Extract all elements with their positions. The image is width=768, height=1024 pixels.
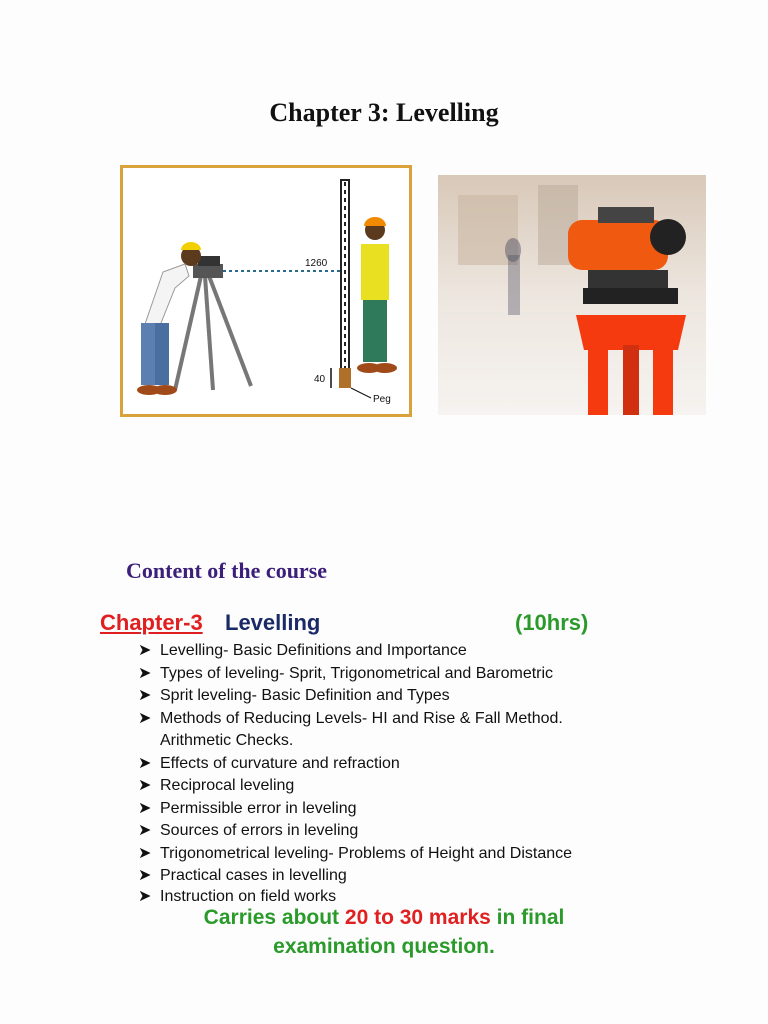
marks-line-1: Carries about 20 to 30 marks in final: [203, 906, 565, 929]
chapter-code: Chapter-3: [100, 610, 203, 635]
arrow-bullet-icon: ➤: [138, 867, 152, 884]
list-item: ➤ Instruction on field works: [138, 887, 337, 905]
page-title: Chapter 3: Levelling: [269, 98, 499, 127]
arrow-bullet-icon: ➤: [138, 754, 152, 772]
levelling-illustration: [120, 165, 412, 417]
list-item-continuation: Arithmetic Checks.: [160, 732, 294, 749]
surveyor-diagram: [123, 168, 409, 414]
arrow-bullet-icon: ➤: [138, 887, 152, 905]
arrow-bullet-icon: ➤: [138, 664, 152, 682]
arrow-bullet-icon: ➤: [138, 844, 152, 862]
list-item: ➤ Levelling- Basic Definitions and Importance: [138, 640, 658, 663]
peg: [339, 368, 351, 388]
list-item: ➤ Types of leveling- Sprit, Trigonometrical and Barometric: [138, 663, 658, 686]
arrow-bullet-icon: ➤: [138, 777, 152, 794]
peg-label: Peg: [373, 394, 391, 405]
list-item: ➤ Practical cases in levelling: [138, 865, 658, 888]
list-item: ➤ Trigonometrical leveling- Problems of Height and Distance: [138, 843, 658, 866]
peg-height-label: 40: [314, 374, 326, 385]
arrow-bullet-icon: ➤: [138, 709, 152, 727]
marks-note: [0, 903, 768, 961]
list-item: ➤ Reciprocal leveling: [138, 775, 658, 798]
topic-list: [138, 640, 658, 906]
automatic-level-photo: [438, 175, 706, 415]
list-item: ➤ Sources of errors in leveling: [138, 820, 658, 843]
arrow-bullet-icon: ➤: [138, 687, 152, 704]
chapter-row: [100, 610, 620, 640]
list-item: ➤ Sprit leveling- Basic Definition and Types: [138, 685, 658, 708]
marks-highlight: 20 to 30 marks: [344, 906, 491, 929]
arrow-bullet-icon: ➤: [138, 642, 152, 659]
list-item: ➤ Effects of curvature and refraction: [138, 753, 658, 776]
content-heading: Content of the course: [126, 558, 328, 583]
list-item: ➤ Permissible error in leveling: [138, 798, 658, 821]
list-item: ➤ Methods of Reducing Levels- HI and Rise & Fall Method.: [138, 708, 658, 731]
marks-line-2: examination question.: [273, 935, 495, 958]
chapter-name: Levelling: [225, 610, 321, 635]
staff-reading-label: 1260: [305, 258, 328, 269]
arrow-bullet-icon: ➤: [138, 822, 152, 839]
arrow-bullet-icon: ➤: [138, 799, 152, 817]
chapter-hours: (10hrs): [515, 610, 589, 635]
